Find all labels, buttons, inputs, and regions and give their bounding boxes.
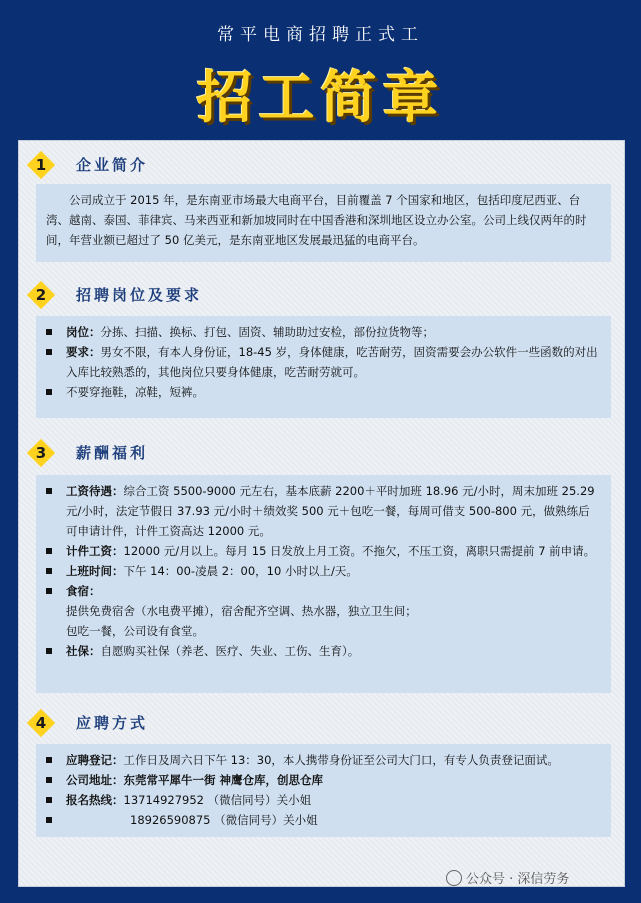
- poster-subtitle: 常平电商招聘正式工: [217, 25, 424, 45]
- list-item: 应聘登记：工作日及周六日下午 13：30，本人携带身份证至公司大门口，有专人负责登记面试。: [46, 750, 601, 770]
- list-item: 不要穿拖鞋，凉鞋，短裤。: [46, 382, 601, 402]
- list-item: 计件工资：12000 元/月以上。每月 15 日发放上月工资。不拖欠，不压工资，离职只需提前 7 前申请。: [46, 541, 601, 561]
- company-intro-box: [36, 184, 611, 262]
- list-item: 岗位：分拣、扫描、换标、打包、固资、辅助助过安检，部份拉货物等；: [46, 322, 601, 342]
- positions-box: [36, 316, 611, 418]
- number-badge-icon: 4: [26, 708, 56, 738]
- list-item: 社保：自愿购买社保（养老、医疗、失业、工伤、生育）。: [46, 641, 601, 661]
- number-badge-icon: 3: [26, 438, 56, 468]
- wechat-icon: [446, 870, 462, 886]
- list-item: 报名热线：13714927952 （微信同号）关小姐: [46, 790, 601, 810]
- section-title: 薪酬福利: [76, 444, 149, 462]
- list-item: 要求：男女不限，有本人身份证，18-45 岁，身体健康，吃苦耐劳，固资需要会办公软件一些函数的对出入库比较熟悉的，其他岗位只要身体健康，吃苦耐劳就可。: [46, 342, 601, 382]
- section-title: 企业简介: [76, 156, 149, 174]
- number-badge-icon: 1: [26, 150, 56, 180]
- lodging-line: 包吃一餐，公司设有食堂。: [66, 624, 204, 638]
- list-item: 公司地址：东莞常平犀牛一街 神鹰仓库，创思仓库: [46, 770, 601, 790]
- section-title: 招聘岗位及要求: [76, 286, 203, 304]
- salary-box: [36, 475, 611, 693]
- company-intro-text: 公司成立于 2015 年，是东南亚市场最大电商平台，目前覆盖 7 个国家和地区，包括印度尼西亚、台湾、越南、泰国、菲律宾、马来西亚和新加坡同时在中国香港和深圳地区设立办公室。公司上线仅两年的时间，年营业额已超过了 50 亿美元，是东南亚地区发展最迅猛的电商平台。: [46, 193, 587, 247]
- watermark: 公众号 · 深信劳务: [446, 868, 569, 887]
- apply-box: [36, 744, 611, 837]
- poster-title: 招工简章: [196, 66, 445, 131]
- lodging-line: 提供免费宿舍（水电费平摊），宿舍配齐空调、热水器，独立卫生间；: [66, 604, 417, 618]
- section-title: 应聘方式: [76, 714, 149, 732]
- number-badge-icon: 2: [26, 280, 56, 310]
- list-item: 18926590875 （微信同号）关小姐: [46, 810, 601, 830]
- list-item: 工资待遇：综合工资 5500-9000 元左右，基本底薪 2200＋平时加班 18.96 元/小时，周末加班 25.29 元/小时，法定节假日 37.93 元/小时＋绩效奖 500 元＋包吃一餐，每周可借支 500-800 元，做熟练后可申请计件，计件工资高达 12000 元。: [46, 481, 601, 541]
- list-item: 食宿：: [46, 581, 601, 601]
- list-item: 上班时间：下午 14：00-凌晨 2：00，10 小时以上/天。: [46, 561, 601, 581]
